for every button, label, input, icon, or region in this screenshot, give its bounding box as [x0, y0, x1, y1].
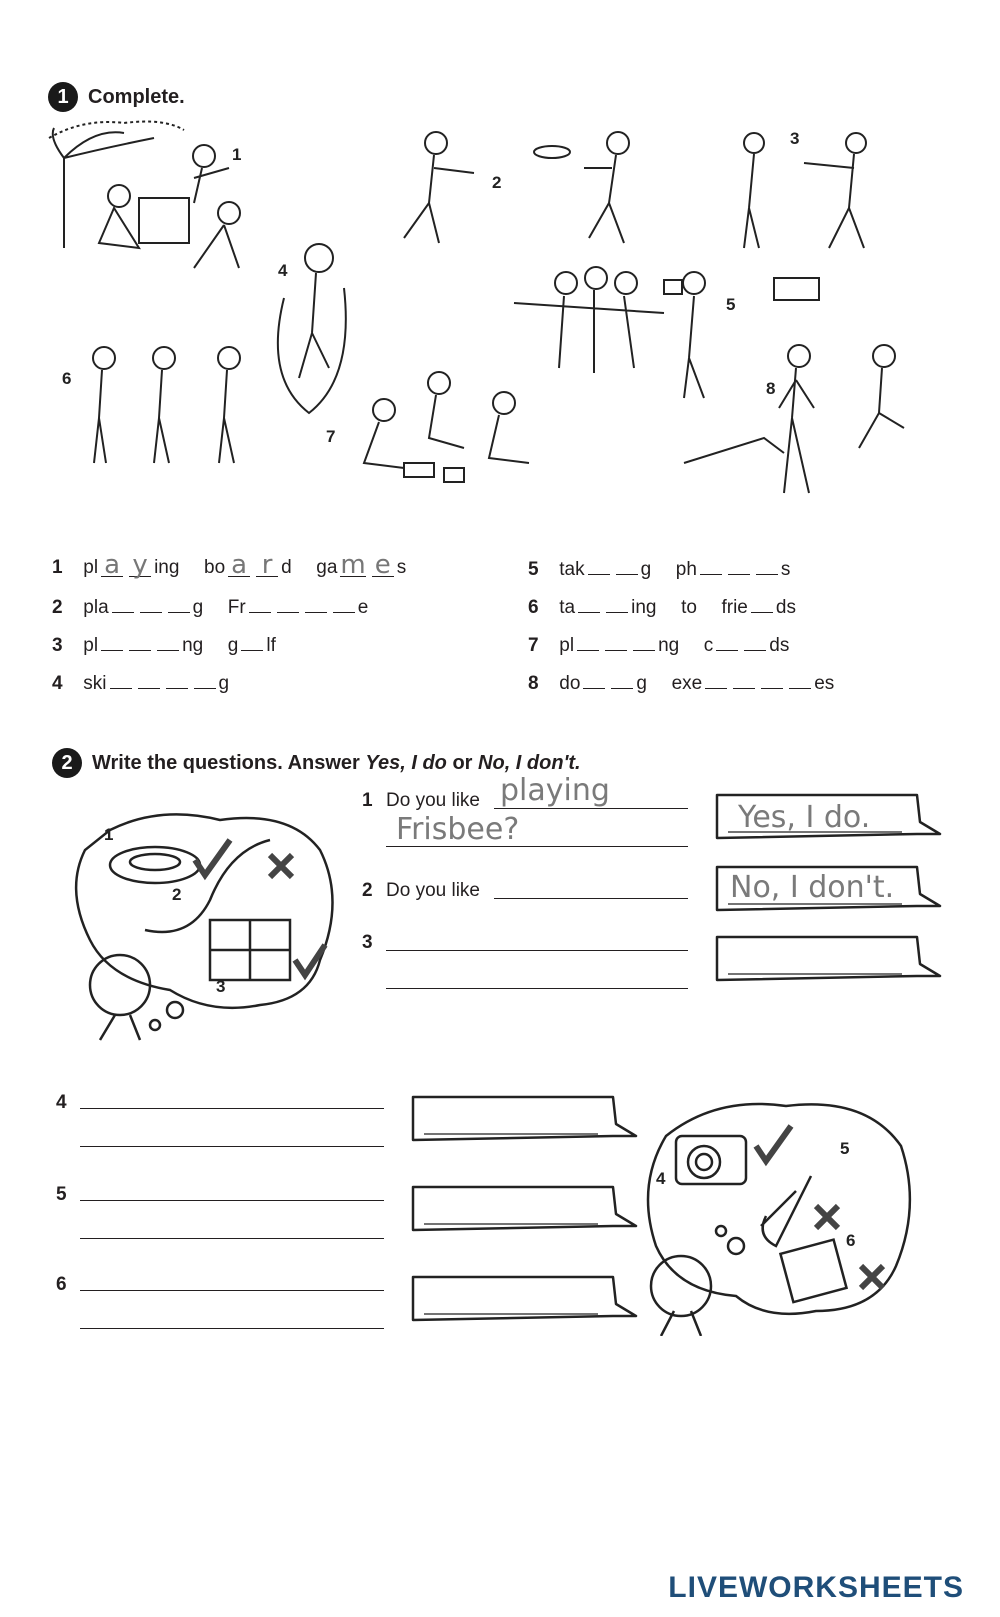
illustration-number: 4 — [278, 261, 288, 280]
answer-gap[interactable] — [277, 592, 299, 613]
illustration-number: 6 — [62, 369, 72, 388]
question-5-answer-line[interactable] — [80, 1238, 384, 1239]
illustration-number: 2 — [492, 173, 502, 192]
illustration-number: 1 — [232, 145, 242, 164]
complete-item-2: 2 pla g Fr e — [52, 592, 368, 620]
answer-bubble-6[interactable] — [408, 1274, 638, 1324]
answer-gap[interactable] — [588, 554, 610, 575]
answer-gap[interactable] — [249, 592, 271, 613]
answer-bubble-3[interactable] — [712, 934, 942, 984]
illustration-number: 3 — [790, 129, 800, 148]
picture-number: 1 — [104, 825, 114, 844]
answer-gap[interactable] — [733, 668, 755, 689]
answer-bubble-5[interactable] — [408, 1184, 638, 1234]
answer-gap[interactable]: m — [340, 550, 366, 580]
question-4-answer-line[interactable] — [80, 1108, 384, 1109]
answer-gap[interactable] — [578, 592, 600, 613]
answer-gap[interactable]: a — [101, 554, 123, 577]
answer-gap[interactable] — [138, 668, 160, 689]
answer-gap[interactable]: y — [129, 554, 151, 577]
answer-gap[interactable] — [761, 668, 783, 689]
answer-gap[interactable] — [241, 630, 263, 651]
illustration-number: 7 — [326, 427, 336, 446]
answer-line — [386, 846, 688, 847]
question-2-label: Do you like — [386, 880, 480, 901]
answer-gap[interactable] — [756, 554, 778, 575]
exercise-1-title: Complete. — [88, 86, 185, 108]
illustration-number: 8 — [766, 379, 776, 398]
answer-gap[interactable] — [751, 592, 773, 613]
question-3-answer-line[interactable] — [386, 988, 688, 989]
illustration-number: 5 — [726, 295, 736, 314]
answer-gap[interactable] — [110, 668, 132, 689]
answer-gap[interactable] — [112, 592, 134, 613]
question-3-answer-line[interactable] — [386, 950, 688, 951]
question-1-number: 1 — [362, 790, 373, 811]
answer-2-text[interactable]: No, I don't. — [730, 870, 895, 905]
answer-gap[interactable] — [101, 630, 123, 651]
complete-item-3: 3 pl ng g lf — [52, 630, 276, 658]
answer-gap[interactable] — [611, 668, 633, 689]
answer-gap[interactable] — [577, 630, 599, 651]
thought-bubble-girl-illustration — [636, 1096, 916, 1336]
answer-gap[interactable] — [129, 630, 151, 651]
answer-gap[interactable] — [633, 630, 655, 651]
answer-gap[interactable] — [728, 554, 750, 575]
answer-gap[interactable] — [700, 554, 722, 575]
picture-number: 3 — [216, 977, 226, 996]
complete-item-8: 8 do g exe es — [528, 668, 834, 696]
answer-gap[interactable] — [305, 592, 327, 613]
question-6-answer-line[interactable] — [80, 1290, 384, 1291]
answer-gap[interactable] — [616, 554, 638, 575]
question-2-number: 2 — [362, 880, 373, 901]
picture-number: 6 — [846, 1231, 856, 1250]
answer-bubble-4[interactable] — [408, 1094, 638, 1144]
question-1-answer-line-2[interactable]: Frisbee? — [396, 812, 520, 847]
answer-gap[interactable] — [605, 630, 627, 651]
answer-gap[interactable] — [716, 630, 738, 651]
answer-1-text[interactable]: Yes, I do. — [738, 800, 871, 835]
question-1-answer-line-1[interactable]: playing — [500, 773, 610, 808]
picture-number: 2 — [172, 885, 182, 904]
complete-item-1: 1 pl a y ing bo a r d ga m e s — [52, 550, 407, 580]
question-5-number: 5 — [56, 1184, 67, 1205]
liveworksheets-logo: LIVEWORKSHEETS — [668, 1571, 964, 1604]
complete-item-6: 6 ta ing to frie ds — [528, 592, 796, 620]
exercise-1-number: 1 — [48, 82, 78, 112]
answer-gap[interactable]: a — [228, 554, 250, 577]
question-4-number: 4 — [56, 1092, 67, 1113]
question-1-label: Do you like — [386, 790, 480, 811]
question-2-answer-line[interactable] — [494, 898, 688, 899]
complete-item-5: 5 tak g ph s — [528, 554, 790, 582]
question-6-answer-line[interactable] — [80, 1328, 384, 1329]
answer-gap[interactable] — [333, 592, 355, 613]
exercise-2-title: Write the questions. Answer Yes, I do or No, I don't. — [92, 752, 581, 774]
exercise-2-number: 2 — [52, 748, 82, 778]
answer-gap[interactable] — [157, 630, 179, 651]
question-5-answer-line[interactable] — [80, 1200, 384, 1201]
answer-line — [494, 808, 688, 809]
picture-number: 5 — [840, 1139, 850, 1158]
question-6-number: 6 — [56, 1274, 67, 1295]
answer-gap[interactable] — [194, 668, 216, 689]
answer-gap[interactable] — [166, 668, 188, 689]
question-3-number: 3 — [362, 932, 373, 953]
answer-gap[interactable] — [705, 668, 727, 689]
complete-item-7: 7 pl ng c ds — [528, 630, 789, 658]
activities-illustration — [44, 118, 934, 513]
thought-bubble-boy-illustration — [70, 810, 340, 1050]
complete-item-4: 4 ski g — [52, 668, 229, 696]
picture-number: 4 — [656, 1169, 666, 1188]
answer-gap[interactable]: e — [372, 554, 394, 577]
answer-gap[interactable] — [583, 668, 605, 689]
answer-gap[interactable] — [168, 592, 190, 613]
answer-gap[interactable]: r — [256, 554, 278, 577]
question-4-answer-line[interactable] — [80, 1146, 384, 1147]
answer-gap[interactable] — [140, 592, 162, 613]
answer-gap[interactable] — [606, 592, 628, 613]
answer-gap[interactable] — [744, 630, 766, 651]
answer-gap[interactable] — [789, 668, 811, 689]
